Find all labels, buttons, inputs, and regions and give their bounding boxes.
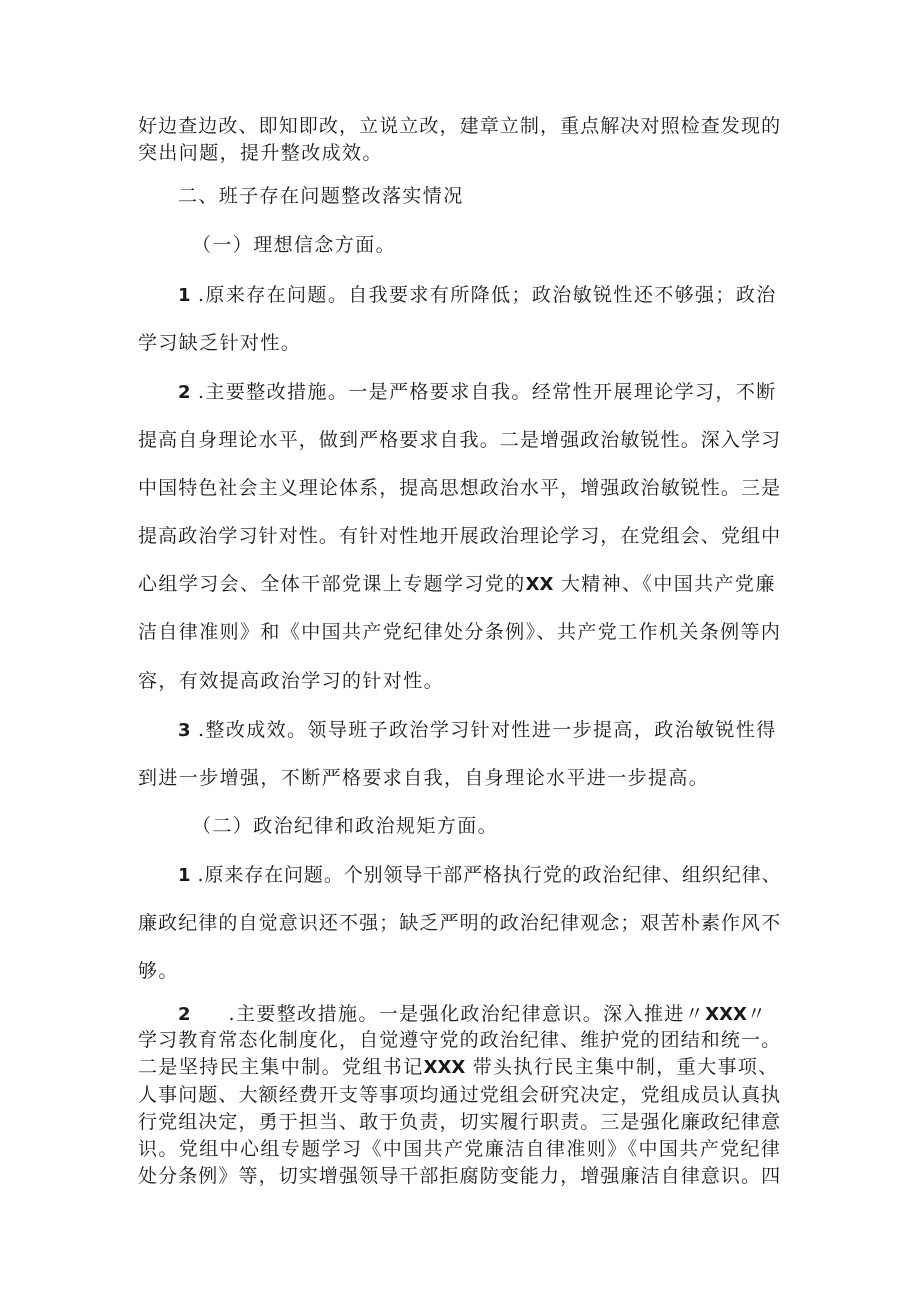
sub1-item2-line-7: 容，有效提高政治学习的针对性。 <box>138 670 445 692</box>
placeholder-xxx: XXX <box>423 1057 466 1078</box>
item-text: .整改成效。领导班子政治学习针对性进一步提高，政治敏锐性得 <box>197 719 777 741</box>
text-segment: 带头执行民主集中制，重大事项、 <box>472 1056 779 1078</box>
intro-line-1: 好边查边改、即知即改，立说立改，建章立制，重点解决对照检查发现的 <box>138 115 782 137</box>
sub1-item1-line-2: 学习缺乏针对性。 <box>138 332 302 354</box>
text-segment: .主要整改措施。一是强化政治纪律意识。深入推进〃 <box>228 1003 706 1025</box>
section-heading: 二、班子存在问题整改落实情况 <box>178 185 464 207</box>
placeholder-xxx: XXX <box>705 1004 747 1025</box>
item-number: 1 <box>178 285 191 306</box>
sub2-item2-line-3 <box>138 1055 779 1080</box>
text-segment: 二是坚持民主集中制。党组书记 <box>138 1056 424 1078</box>
item-number: 2 <box>178 1004 191 1025</box>
sub1-item2-line-1 <box>178 380 777 405</box>
item-text: .原来存在问题。个别领导干部严格执行党的政治纪律、组织纪律、 <box>197 864 782 886</box>
sub2-item1-line-3: 够。 <box>138 960 179 982</box>
item-number: 3 <box>178 720 191 741</box>
subsection-heading-1: （一）理想信念方面。 <box>192 234 397 256</box>
text-segment: 〃 <box>746 1003 768 1025</box>
sub1-item1-line-1 <box>178 283 777 308</box>
item-number: 1 <box>178 865 191 886</box>
sub2-item2-line-2: 学习教育常态化制度化，自觉遵守党的政治纪律、维护党的团结和统一。 <box>138 1029 782 1051</box>
text-segment: 心组学习会、全体干部党课上专题学习党的 <box>138 573 526 595</box>
sub1-item2-line-4: 提高政治学习针对性。有针对性地开展政治理论学习，在党组会、党组中 <box>138 525 782 547</box>
item-number: 2 <box>178 382 191 403</box>
sub1-item2-line-3: 中国特色社会主义理论体系，提高思想政治水平，增强政治敏锐性。三是 <box>138 477 782 499</box>
sub2-item2-line-4: 人事问题、大额经费开支等事项均通过党组会研究决定，党组成员认真执 <box>138 1084 782 1106</box>
sub1-item3-line-1 <box>178 718 777 743</box>
sub1-item2-line-6: 洁自律准则》和《中国共产党纪律处分条例》、共产党工作机关条例等内 <box>138 621 782 643</box>
text-segment: 大精神、《中国共产党廉 <box>560 573 776 595</box>
sub1-item2-line-2: 提高自身理论水平，做到严格要求自我。二是增强政治敏锐性。深入学习 <box>138 429 782 451</box>
item-text: .主要整改措施。一是严格要求自我。经常性开展理论学习，不断 <box>197 381 777 403</box>
sub2-item1-line-2: 廉政纪律的自觉意识还不强；缺乏严明的政治纪律观念；艰苦朴素作风不 <box>138 912 782 934</box>
placeholder-xx: XX <box>525 574 554 595</box>
sub2-item1-line-1 <box>178 863 782 888</box>
sub2-item2-line-7: 处分条例》等，切实增强领导干部拒腐防变能力，增强廉洁自律意识。四 <box>138 1165 782 1187</box>
sub1-item3-line-2: 到进一步增强，不断严格要求自我，自身理论水平进一步提高。 <box>138 767 710 789</box>
sub2-item2-line-6: 识。党组中心组专题学习《中国共产党廉洁自律准则》《中国共产党纪律 <box>138 1138 782 1160</box>
sub2-item2-line-1 <box>178 1002 767 1027</box>
intro-line-2: 突出问题，提升整改成效。 <box>138 142 383 164</box>
sub1-item2-line-5 <box>138 572 776 597</box>
subsection-heading-2: （二）政治纪律和政治规矩方面。 <box>192 815 499 837</box>
sub2-item2-line-5: 行党组决定，勇于担当、敢于负责，切实履行职责。三是强化廉政纪律意 <box>138 1111 782 1133</box>
item-text: .原来存在问题。自我要求有所降低；政治敏锐性还不够强；政治 <box>197 284 777 306</box>
